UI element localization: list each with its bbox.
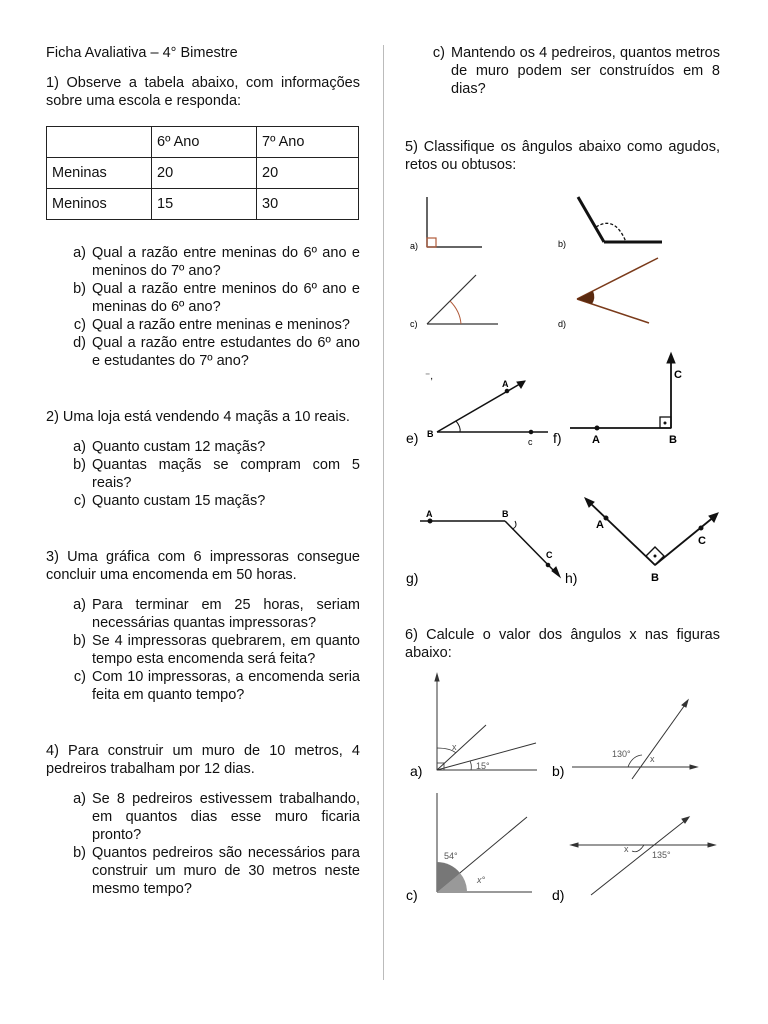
q3-prompt: 3) Uma gráfica com 6 impressoras consegue concluir uma encomenda em 50 horas. (46, 549, 360, 583)
q6-var-x: x (624, 844, 629, 854)
q6-fig-label-d: d) (552, 887, 565, 903)
angle-h-figure (585, 498, 718, 565)
table-cell: 30 (257, 189, 359, 220)
table-row (47, 158, 359, 189)
q6-angle-b: 130° (612, 749, 631, 759)
q4-items-cont (405, 44, 720, 98)
list-item: c) Qual a razão entre meninas e meninos? (73, 317, 350, 333)
q6-fig-label-b: b) (552, 763, 565, 779)
list-item: c) Mantendo os 4 pedreiros, quantos metros de muro podem ser construídos em 8 dias? (432, 45, 720, 97)
list-item: a) Para terminar em 25 horas, seriam necessárias quantas impressoras? (73, 597, 360, 631)
q6-figure-d (571, 817, 715, 895)
table-cell: 15 (152, 189, 257, 220)
point-C: C (674, 369, 682, 381)
q6-fig-label-c: c) (406, 887, 418, 903)
list-item: a) Se 8 pedreiros estivessem trabalhando, em quantos dias esse muro ficaria pronto? (73, 791, 360, 843)
q6-prompt: 6) Calcule o valor dos ângulos x nas figuras abaixo: (405, 627, 720, 661)
list-item: c) Com 10 impressoras, a encomenda seria feita em quanto tempo? (73, 669, 360, 703)
q3-items (46, 596, 360, 704)
q6-figure-a (435, 674, 537, 770)
q1-prompt: 1) Observe a tabela abaixo, com informações sobre uma escola e responda: (46, 75, 360, 109)
q6-figures (400, 670, 730, 940)
list-item: b) Se 4 impressoras quebrarem, em quanto tempo esta encomenda será feita? (73, 633, 360, 667)
point-B: B (427, 429, 434, 439)
table-cell: Meninos (47, 189, 152, 220)
angle-e-figure (437, 381, 548, 434)
q5-figures (400, 185, 730, 605)
angle-b-figure (578, 197, 662, 242)
q6-var-x: x° (477, 875, 486, 885)
point-C: C (546, 550, 553, 560)
point-B: B (669, 434, 677, 446)
fig-label-c: c) (410, 319, 418, 329)
q1-items (46, 244, 360, 370)
q6-var-x: x (650, 754, 655, 764)
table-header: 6º Ano (152, 127, 257, 158)
point-B: B (502, 509, 509, 519)
q2-items (46, 438, 360, 510)
point-C: C (698, 535, 706, 547)
table-header (47, 127, 152, 158)
point-c: c (528, 437, 533, 447)
q4-prompt: 4) Para construir um muro de 10 metros, 4 pedreiros trabalham por 12 dias. (46, 743, 360, 777)
point-B: B (651, 572, 659, 584)
q2-prompt: 2) Uma loja está vendendo 4 maçãs a 10 reais. (46, 409, 350, 425)
q6-block (405, 626, 720, 662)
column-divider (383, 45, 384, 980)
fig-label-e: e) (406, 430, 419, 446)
q5-prompt: 5) Classifique os ângulos abaixo como agudos, retos ou obtusos: (405, 139, 720, 173)
angle-c-figure (427, 275, 498, 324)
fig-label-f: f) (553, 430, 562, 446)
angle-d-figure (577, 258, 658, 323)
q6-var-x: x (452, 742, 457, 752)
q6-angle-a: 15° (476, 761, 490, 771)
list-item: b) Quantas maçãs se compram com 5 reais? (73, 457, 360, 491)
list-item: b) Quantos pedreiros são necessários para construir um muro de 30 metros neste mesmo tempo? (73, 845, 360, 897)
q6-figure-b (572, 700, 697, 779)
list-item: d) Qual a razão entre estudantes do 6º ano e estudantes do 7º ano? (73, 335, 360, 369)
fig-label-h: h) (565, 570, 578, 586)
fig-label-g: g) (406, 570, 419, 586)
stray-mark: ⁻, (425, 371, 434, 382)
point-A: A (502, 379, 509, 389)
q6-angle-d: 135° (652, 850, 671, 860)
list-item: c) Quanto custam 15 maçãs? (73, 493, 266, 509)
table-cell: Meninas (47, 158, 152, 189)
angle-g-figure (420, 519, 560, 577)
point-A: A (426, 509, 433, 519)
point-A: A (596, 519, 604, 531)
table-row (47, 189, 359, 220)
angle-f-figure (570, 353, 675, 430)
fig-label-a: a) (410, 241, 419, 251)
table-header: 7º Ano (257, 127, 359, 158)
list-item: b) Qual a razão entre meninos do 6º ano e meninas do 6º ano? (73, 281, 360, 315)
angle-a-figure (427, 197, 482, 247)
fig-label-d: d) (558, 319, 567, 329)
list-item: a) Quanto custam 12 maçãs? (73, 439, 266, 455)
fig-label-b: b) (558, 239, 567, 249)
left-column (46, 40, 360, 898)
q4-items (46, 790, 360, 898)
table-cell: 20 (152, 158, 257, 189)
school-table (46, 126, 359, 220)
point-A: A (592, 434, 600, 446)
table-cell: 20 (257, 158, 359, 189)
q6-angle-c: 54° (444, 851, 458, 861)
q6-fig-label-a: a) (410, 763, 423, 779)
list-item: a) Qual a razão entre meninas do 6º ano e meninos do 7º ano? (73, 245, 360, 279)
right-column (405, 40, 720, 174)
page-title: Ficha Avaliativa – 4° Bimestre (46, 45, 238, 61)
